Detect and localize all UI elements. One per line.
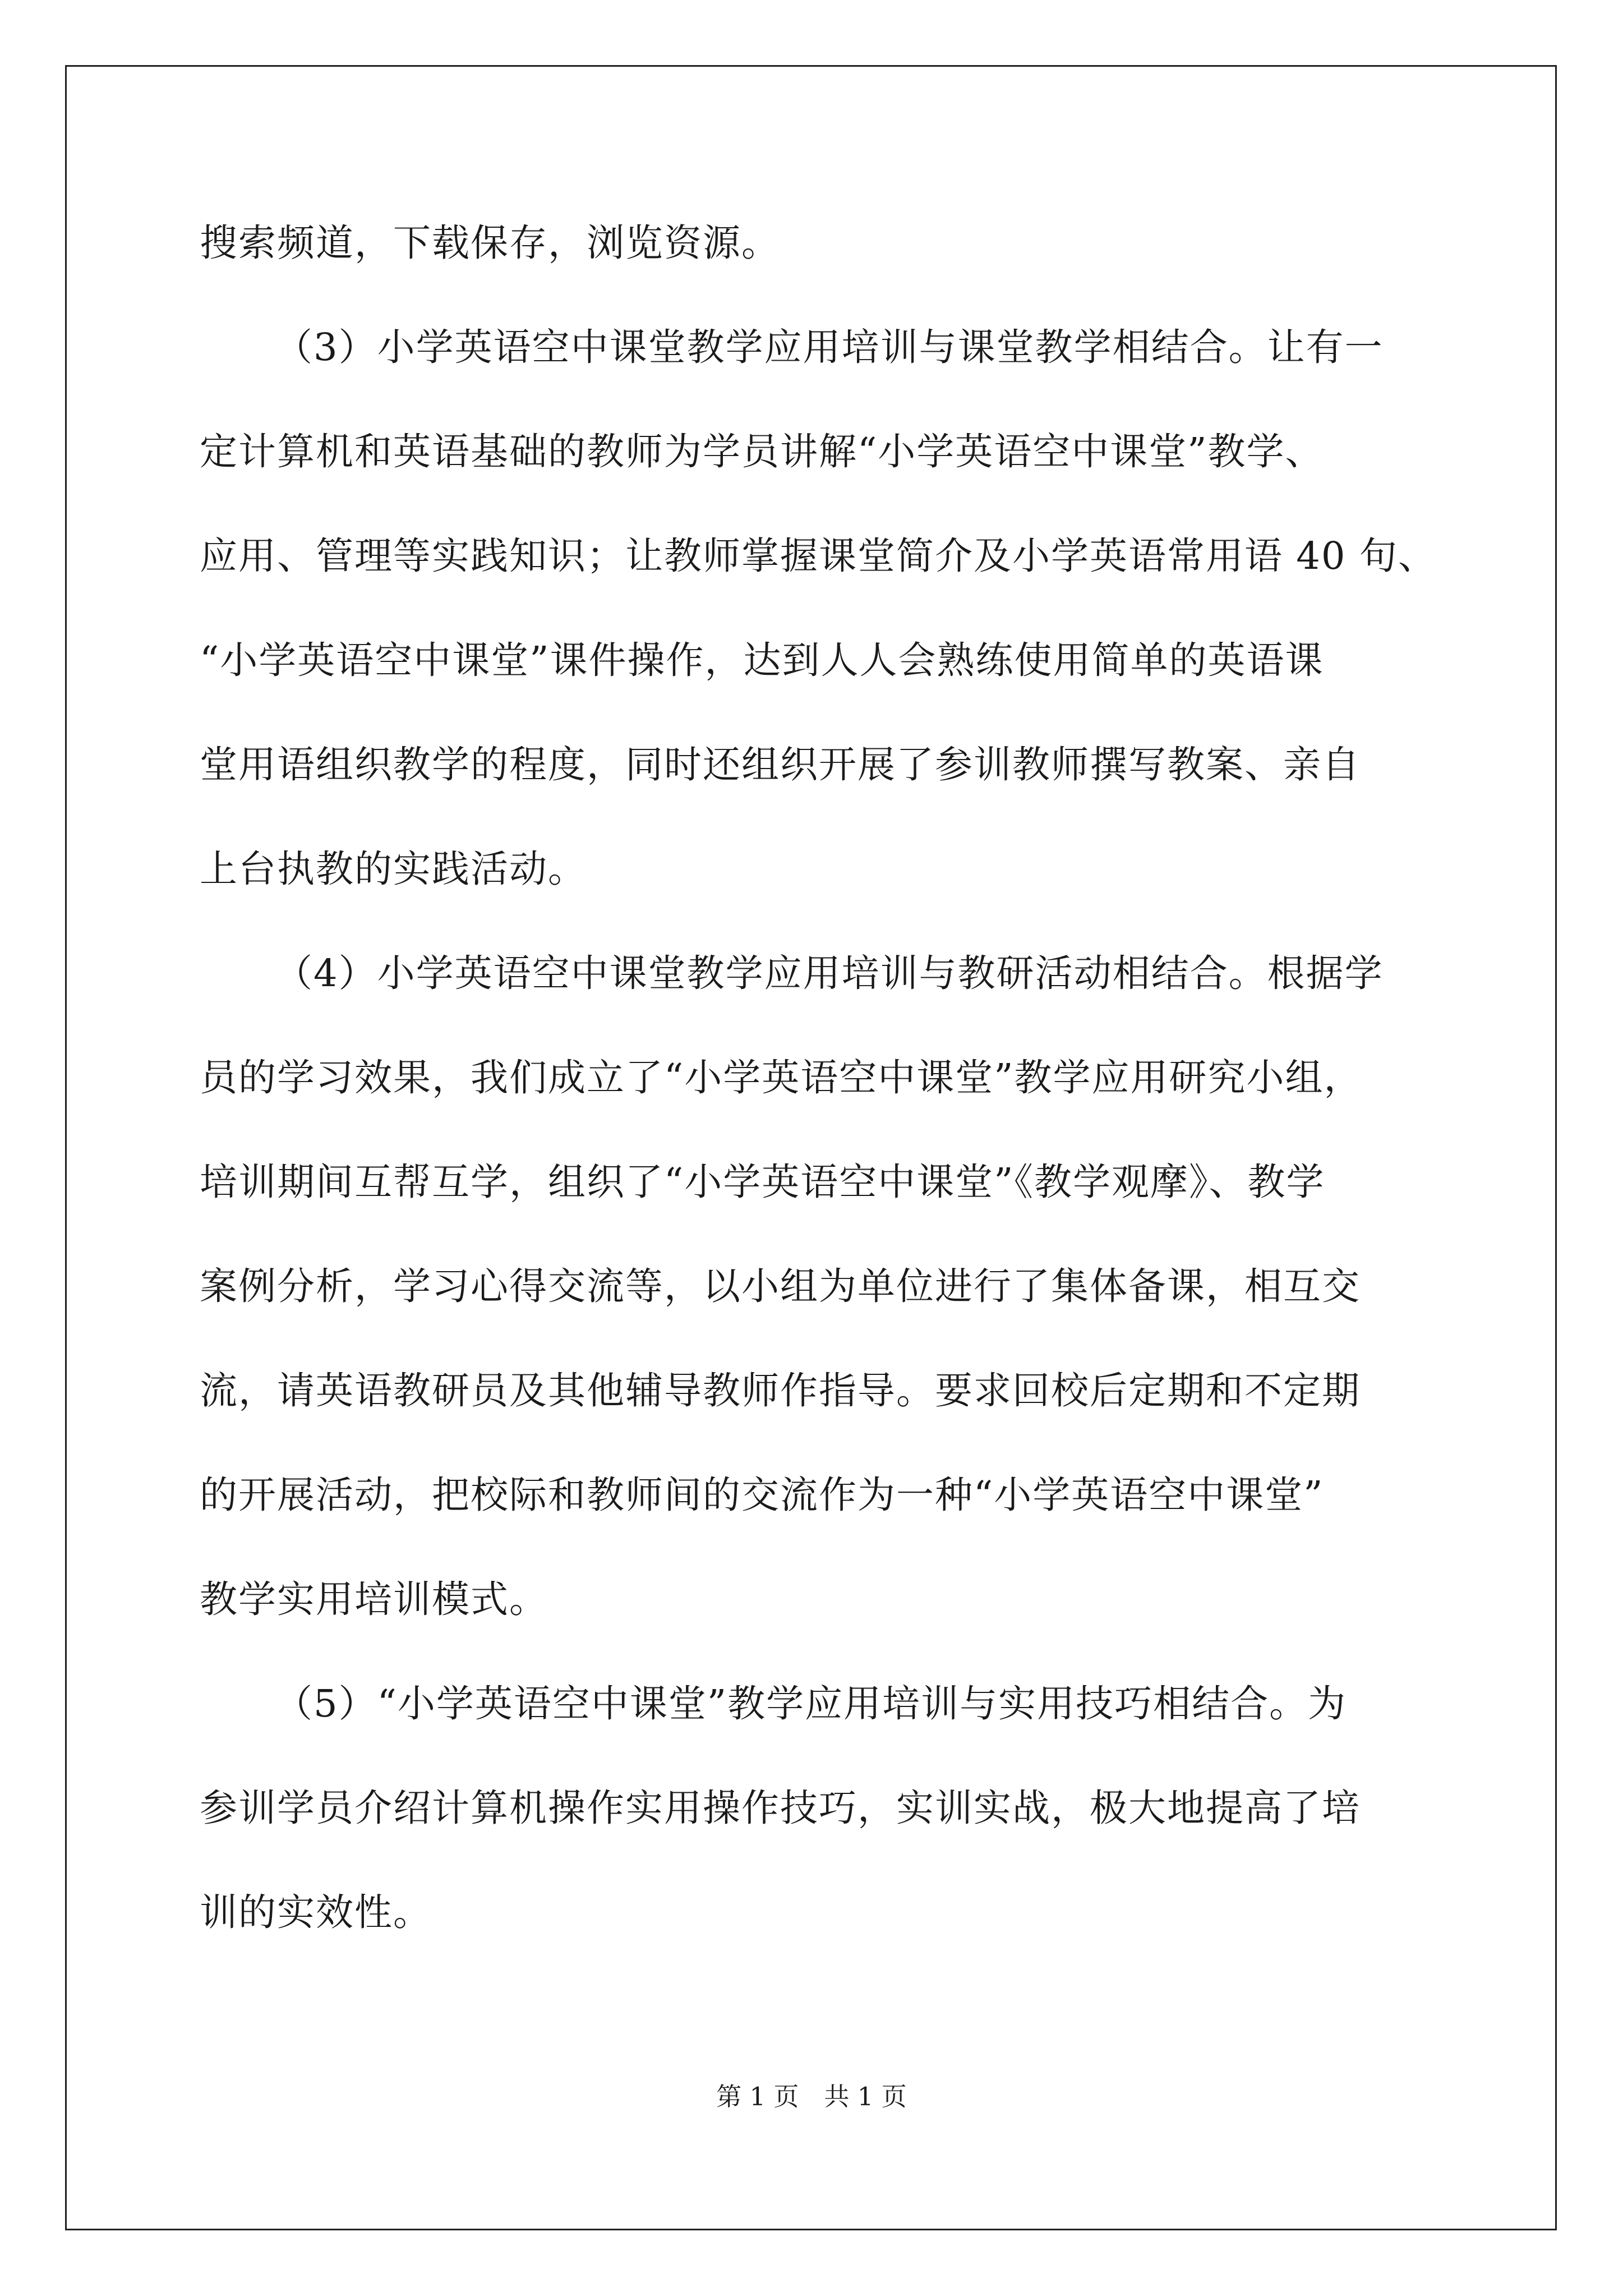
text-line: （3）小学英语空中课堂教学应用培训与课堂教学相结合。让有一 [275,325,1384,369]
page-footer: 第 1 页 共 1 页 [716,2082,907,2111]
text-line: （5）“小学英语空中课堂”教学应用培训与实用技巧相结合。为 [275,1682,1347,1726]
text-line: （4）小学英语空中课堂教学应用培训与教研活动相结合。根据学 [275,951,1384,995]
text-line: 应用、管理等实践知识；让教师掌握课堂简介及小学英语常用语 40 句、 [200,534,1437,578]
document-body [200,191,1437,1964]
text-line: 的开展活动，把校际和教师间的交流作为一种“小学英语空中课堂” [200,1473,1324,1517]
text-line: 员的学习效果，我们成立了“小学英语空中课堂”教学应用研究小组， [200,1056,1363,1099]
text-line: “小学英语空中课堂”课件操作，达到人人会熟练使用简单的英语课 [200,638,1324,682]
text-line: 上台执教的实践活动。 [200,847,587,891]
text-line: 流，请英语教研员及其他辅导教师作指导。要求回校后定期和不定期 [200,1369,1361,1412]
text-line: 搜索频道，下载保存，浏览资源。 [200,221,780,265]
text-line: 训的实效性。 [200,1890,432,1934]
text-line: 教学实用培训模式。 [200,1577,548,1621]
text-line: 堂用语组织教学的程度，同时还组织开展了参训教师撰写教案、亲自 [200,743,1361,786]
text-line: 定计算机和英语基础的教师为学员讲解“小学英语空中课堂”教学、 [200,430,1324,473]
text-line: 案例分析，学习心得交流等，以小组为单位进行了集体备课，相互交 [200,1264,1361,1308]
text-line: 参训学员介绍计算机操作实用操作技巧，实训实战，极大地提高了培 [200,1786,1361,1830]
text-line: 培训期间互帮互学，组织了“小学英语空中课堂”《教学观摩》、教学 [200,1160,1325,1204]
